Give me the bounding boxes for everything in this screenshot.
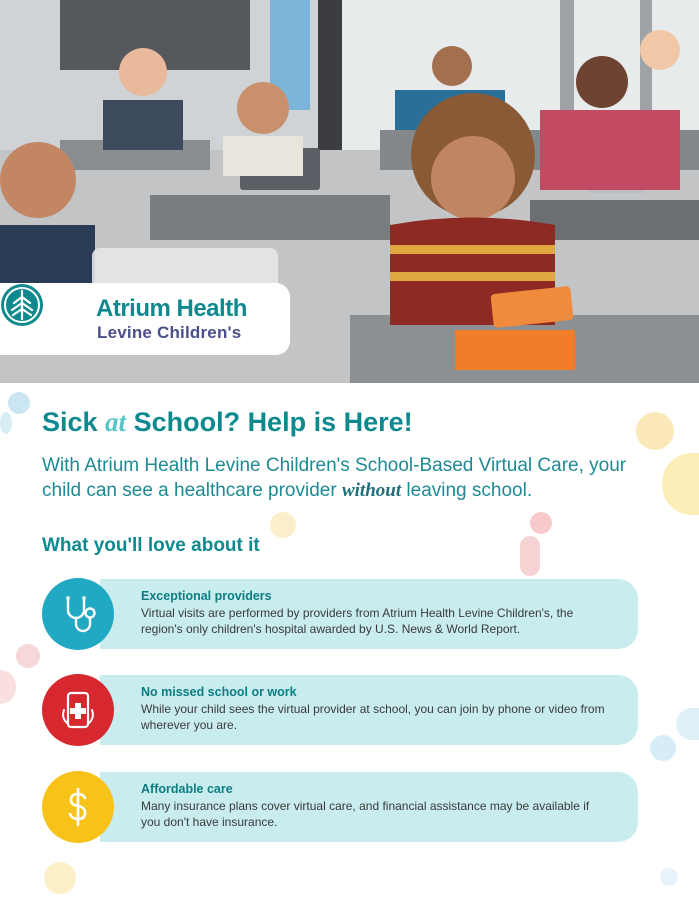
decor-dot [44,862,76,894]
decor-dot [662,453,699,515]
decor-dot [636,412,674,450]
feature-exceptional-providers [42,579,638,649]
atrium-tree-icon [0,283,44,327]
section-title: What you'll love about it [42,535,260,556]
page-headline [42,407,413,438]
logo-text-levine-childrens: Levine Children's [97,323,242,342]
feature-icon-circle [42,771,114,843]
feature-title: Affordable care [141,782,233,796]
logo-text-atrium-health: Atrium Health [96,295,247,322]
dollar-icon [56,785,100,829]
feature-icon-circle [42,674,114,746]
feature-body: While your child sees the virtual provider at school, you can join by phone or video from wherever you are. [141,702,605,732]
intro-emphasis: without [341,480,402,501]
headline-text: Sick [42,407,106,437]
headline-text-end: School? Help is Here! [126,407,413,437]
decor-dot [0,670,16,704]
decor-dot [8,392,30,414]
phone-medical-icon [56,688,100,732]
intro-text-end: leaving school. [401,480,533,501]
decor-dot [650,735,676,761]
intro-text: With Atrium Health Levine Children's School-Based Virtual Care, your child can see a healthcare provider [42,455,627,501]
decor-dot [0,412,12,434]
feature-body: Virtual visits are performed by providers from Atrium Health Levine Children's, the region's only children's hospital awarded by U.S. News & World Report. [141,606,574,636]
decor-dot [270,512,296,538]
feature-body: Many insurance plans cover virtual care, and financial assistance may be available if you don't have insurance. [141,799,590,829]
feature-icon-circle [42,578,114,650]
stethoscope-icon [56,592,100,636]
hero-photo [0,0,699,383]
feature-title: Exceptional providers [141,589,272,603]
decor-dot [16,644,40,668]
intro-paragraph [42,453,652,503]
feature-affordable-care [42,772,638,842]
feature-no-missed-school [42,675,638,745]
decor-dot [530,512,552,534]
decor-dot [520,536,540,576]
headline-at: at [105,407,127,437]
decor-dot [676,708,699,740]
decor-dot [660,868,678,886]
logo-panel [0,283,290,355]
feature-title: No missed school or work [141,685,297,699]
